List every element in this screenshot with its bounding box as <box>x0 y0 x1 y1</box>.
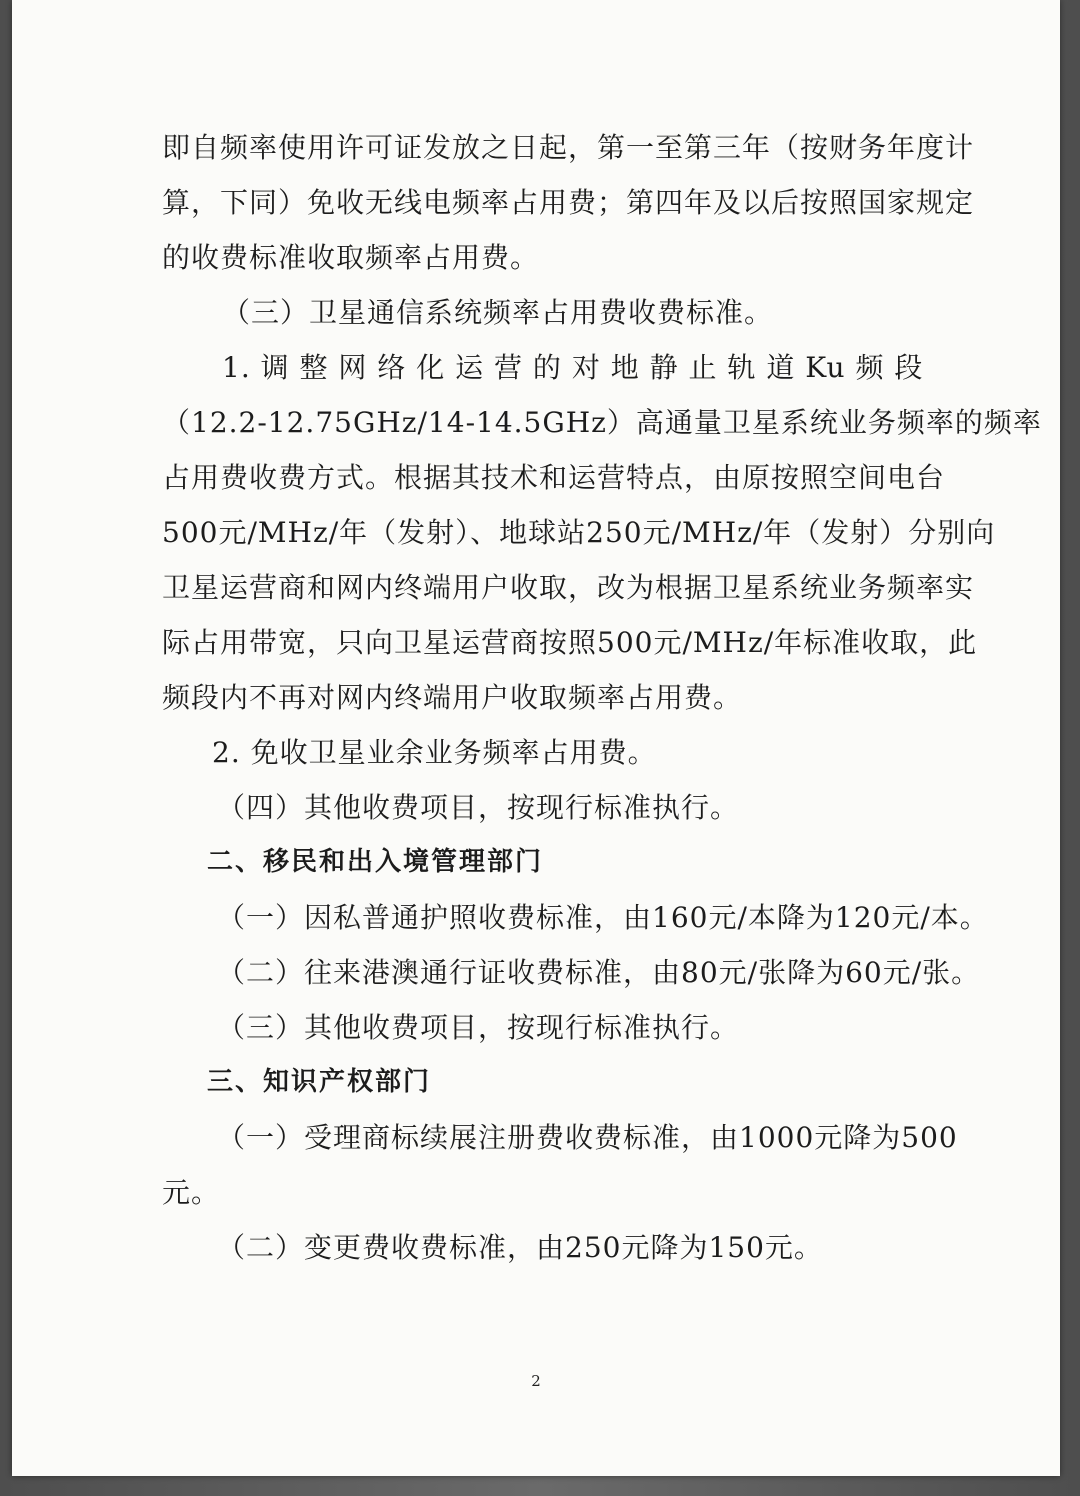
text-line: （一）因私普通护照收费标准，由160元/本降为120元/本。 <box>217 901 989 934</box>
text-line: 卫星运营商和网内终端用户收取，改为根据卫星系统业务频率实 <box>162 571 975 604</box>
text-line: （二）变更费收费标准，由250元降为150元。 <box>217 1231 823 1264</box>
text-line: 占用费收费方式。根据其技术和运营特点，由原按照空间电台 <box>162 461 946 494</box>
section-item-satellite-fees <box>222 285 773 340</box>
section-item-other-fees <box>217 780 739 835</box>
section-item-hk-macau-permit <box>217 945 980 1000</box>
page-number: 2 <box>531 1372 541 1390</box>
section-item-passport <box>217 890 989 945</box>
paragraph-frequency-exemption <box>162 120 975 285</box>
section-item-trademark-renewal <box>162 1110 958 1220</box>
heading-intellectual-property: 三、知识产权部门 <box>207 1067 432 1097</box>
text-line: 2. 免收卫星业余业务频率占用费。 <box>212 736 657 769</box>
text-line: （一）受理商标续展注册费收费标准，由1000元降为500 <box>217 1121 958 1154</box>
text-line: 频段内不再对网内终端用户收取频率占用费。 <box>162 681 743 714</box>
heading-immigration: 二、移民和出入境管理部门 <box>207 847 544 877</box>
text-line: 算，下同）免收无线电频率占用费；第四年及以后按照国家规定 <box>162 186 975 219</box>
text-line: 1. 调 整 网 络 化 运 营 的 对 地 静 止 轨 道 Ku 频 段 <box>222 351 924 384</box>
section-item-immigration-other <box>217 1000 739 1055</box>
text-line: 500元/MHz/年（发射）、地球站250元/MHz/年（发射）分别向 <box>162 516 996 549</box>
text-line: 际占用带宽，只向卫星运营商按照500元/MHz/年标准收取，此 <box>162 626 978 659</box>
paragraph-ku-band <box>162 340 1042 725</box>
text-line: （二）往来港澳通行证收费标准，由80元/张降为60元/张。 <box>217 956 981 989</box>
text-line: （四）其他收费项目，按现行标准执行。 <box>217 791 740 824</box>
text-line: 的收费标准收取频率占用费。 <box>162 241 540 274</box>
text-line: 即自频率使用许可证发放之日起，第一至第三年（按财务年度计 <box>162 131 975 164</box>
text-line: （三）卫星通信系统频率占用费收费标准。 <box>222 296 774 329</box>
text-line: 元。 <box>162 1176 221 1209</box>
document-page[interactable] <box>12 0 1060 1476</box>
text-line: （12.2-12.75GHz/14-14.5GHz）高通量卫星系统业务频率的频率 <box>162 406 1042 439</box>
section-item-change-fee <box>217 1220 823 1275</box>
paragraph-amateur-exemption <box>212 725 657 780</box>
text-line: （三）其他收费项目，按现行标准执行。 <box>217 1011 740 1044</box>
